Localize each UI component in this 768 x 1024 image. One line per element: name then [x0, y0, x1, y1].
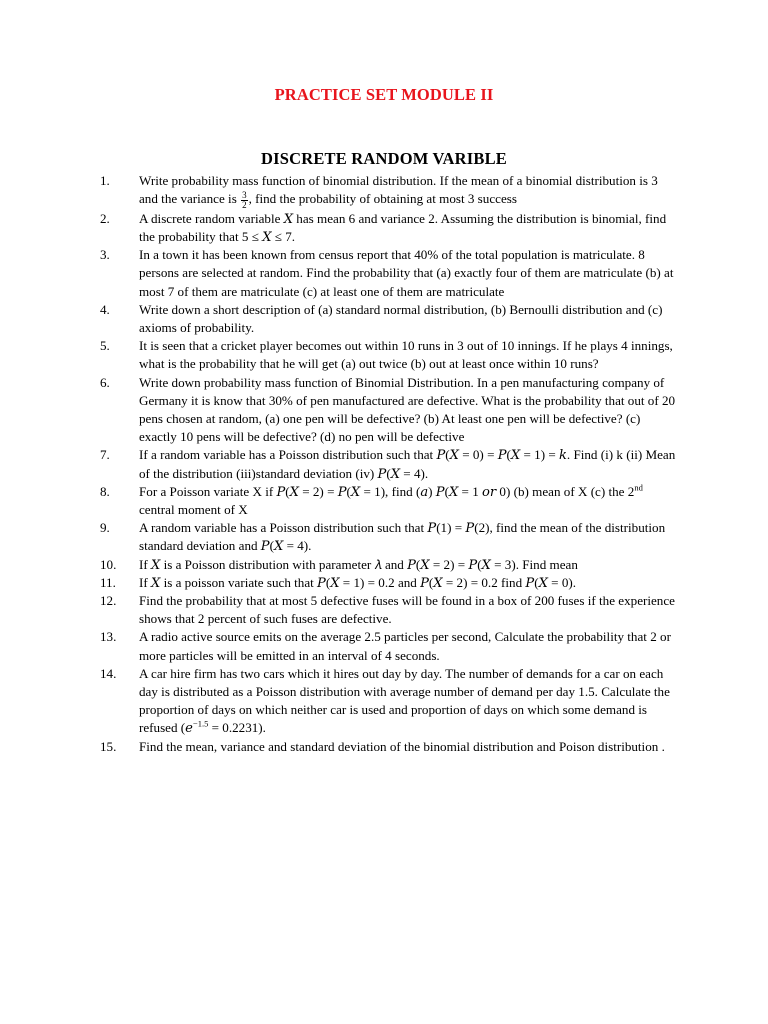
question-list [0, 172, 768, 756]
question-item-3 [0, 246, 679, 301]
question-text: It is seen that a cricket player becomes out within 10 runs in 3 out of 10 innings. If he plays 4 innings, what is the probability that he will get (a) out twice (b) out at least once within 10 runs? [139, 338, 673, 372]
question-text: If 𝑋 is a poisson variate such that 𝑃(𝑋 = 1) = 0.2 and 𝑃(𝑋 = 2) = 0.2 find 𝑃(𝑋 = 0). [139, 574, 576, 590]
question-number: 4. [100, 301, 110, 317]
question-text: Write down probability mass function of Binomial Distribution. In a pen manufacturing company of Germany it is know that 30% of pen manufactured are defective. What is the probability that out of 20 pens chosen at random, (a) one pen will be defective? (b) At least one pen will be defective? (c) exactly 10 pens will be defective? (d) no pen will be defective [139, 374, 676, 445]
question-item-11 [0, 574, 679, 592]
question-number: 15. [100, 738, 117, 754]
question-item-6 [0, 374, 679, 447]
question-item-15 [0, 738, 679, 756]
question-text: Find the probability that at most 5 defective fuses will be found in a box of 200 fuses if the experience shows that 2 percent of such fuses are defective. [139, 592, 675, 627]
question-item-9 [0, 519, 679, 555]
question-item-12 [0, 592, 679, 628]
question-text: Find the mean, variance and standard deviation of the binomial distribution and Poison distribution . [139, 738, 665, 754]
question-number: 13. [100, 629, 117, 645]
question-item-5 [0, 337, 679, 373]
question-text: Write probability mass function of binomial distribution. If the mean of a binomial distribution is 3 and the variance is $\frac{3}{2}$ , find the probability of obtaining at most 3 success [139, 173, 658, 210]
question-text: If a random variable has a Poisson distribution such that 𝑃(𝑋 = 0) = 𝑃(𝑋 = 1) = 𝑘. Find (i) k (ii) Mean of the distribution (iii)standard deviation (iv) 𝑃(𝑋 = 4). [139, 447, 676, 481]
fraction: $\frac{3}{2}$ [242, 189, 247, 210]
section-heading: DISCRETE RANDOM VARIBLE [260, 149, 508, 168]
question-item-2 [0, 210, 679, 246]
question-text: A discrete random variable 𝑋 has mean 6 and variance 2. Assuming the distribution is binomial, find the probability that 5 ≤ 𝑋 ≤ 7. [139, 210, 667, 244]
question-number: 12. [100, 592, 117, 608]
question-number: 8. [100, 483, 110, 499]
question-item-4 [0, 301, 679, 337]
question-number: 10. [100, 556, 117, 572]
question-number: 14. [100, 665, 117, 681]
question-text: For a Poisson variate X if 𝑃(𝑋 = 2) = 𝑃(𝑋 = 1), find (𝑎) 𝑃(𝑋 = 1 𝑜𝑟 0) (b) mean of X (c) the 2nd central moment of X [139, 482, 643, 517]
question-text: Write down a short description of (a) standard normal distribution, (b) Bernoulli distribution and (c) axioms of probability. [139, 301, 663, 335]
page-title: PRACTICE SET MODULE II [274, 85, 494, 104]
question-item-1 [0, 172, 679, 210]
question-number: 9. [100, 520, 110, 536]
question-item-7 [0, 446, 679, 482]
question-number: 11. [100, 574, 116, 590]
question-item-10 [0, 556, 679, 574]
question-text: In a town it has been known from census report that 40% of the total population is matriculate. 8 persons are selected at random. Find the probability that (a) exactly four of them are matriculate (b) at most 7 of them are matriculate (c) at least one of them are matriculate [139, 247, 674, 299]
question-text: A radio active source emits on the average 2.5 particles per second, Calculate the probability that 2 or more particles will be emitted in an interval of 4 seconds. [139, 629, 671, 663]
question-item-13 [0, 628, 679, 664]
question-text: A car hire firm has two cars which it hires out day by day. The number of demands for a car on each day is distributed as a Poisson distribution with average number of demand per day 1.5. Calculate the proportion of days on which neither car is used and proportion of days on which some demand is refused (𝑒$^{-1.5}$ = 0.2231). [139, 665, 670, 736]
question-item-8 [0, 483, 679, 519]
question-number: 5. [100, 338, 110, 354]
question-text: If 𝑋 is a Poisson distribution with parameter 𝜆 and 𝑃(𝑋 = 2) = 𝑃(𝑋 = 3). Find mean [139, 556, 578, 572]
question-number: 2. [100, 210, 110, 226]
question-number: 6. [100, 374, 110, 390]
question-number: 3. [100, 247, 110, 263]
question-text: A random variable has a Poisson distribution such that 𝑃(1) = 𝑃(2), find the mean of the distribution standard deviation and 𝑃(𝑋 = 4). [139, 520, 666, 554]
question-item-14 [0, 665, 679, 738]
question-number: 7. [100, 447, 110, 463]
question-number: 1. [100, 173, 110, 188]
